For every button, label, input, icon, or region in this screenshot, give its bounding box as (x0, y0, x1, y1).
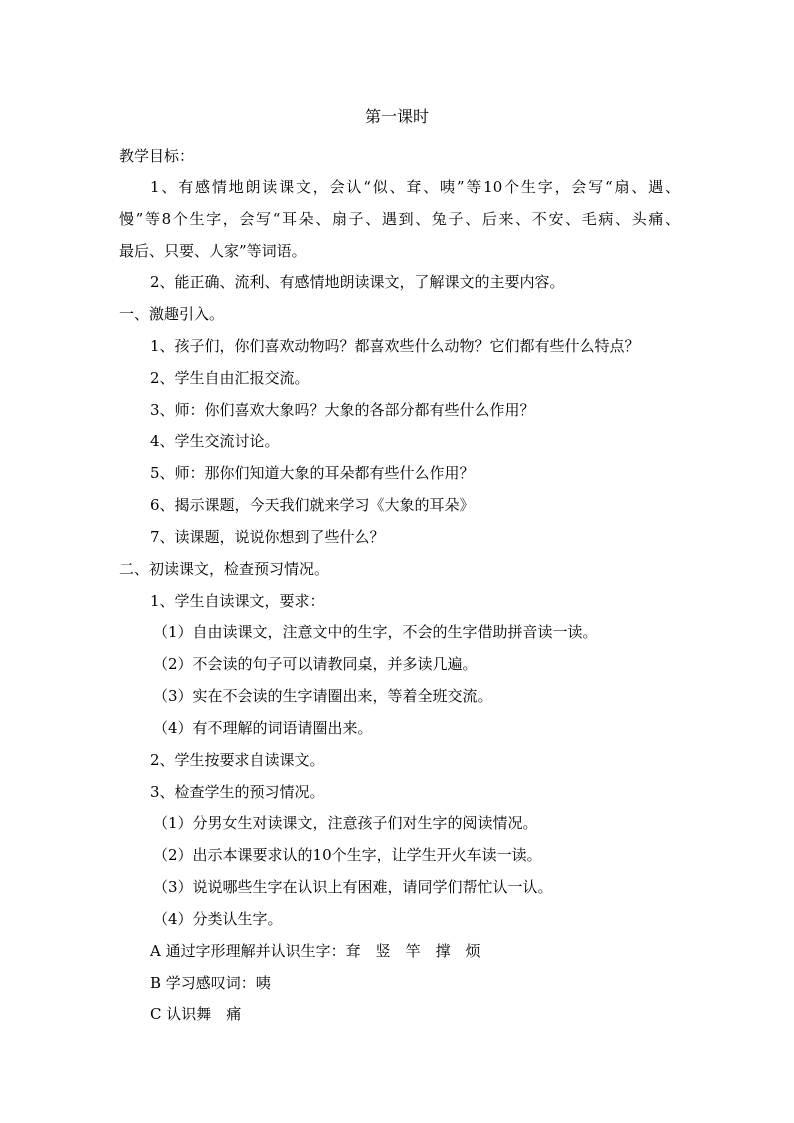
objective-1-line-2: 慢”等8个生字，会写“耳朵、扇子、遇到、兔子、后来、不安、毛病、头痛、 (119, 210, 680, 228)
section-2-item-1: 1、学生自读课文，要求： (150, 592, 325, 610)
section-1-item-5: 5、师：那你们知道大象的耳朵都有些什么作用？ (150, 464, 475, 482)
page-title: 第一课时 (364, 107, 429, 126)
section-1-item-1: 1、孩子们，你们喜欢动物吗？都喜欢些什么动物？它们都有些什么特点？ (150, 337, 640, 355)
section-2-item-1-sub-2: （2）不会读的句子可以请教同桌，并多读几遍。 (153, 655, 478, 673)
section-2-item-2: 2、学生按要求自读课文。 (150, 751, 325, 769)
section-2-item-3-sub-1: （1）分男女生对读课文，注意孩子们对生字的阅读情况。 (153, 814, 538, 832)
section-2-item-1-sub-4: （4）有不理解的词语请圈出来。 (153, 719, 373, 737)
section-2-item-1-sub-3: （3）实在不会读的生字请圈出来，等着全班交流。 (153, 687, 493, 705)
category-a: A 通过字形理解并认识生字：耷 竖 竿 撑 烦 (150, 942, 481, 960)
section-2-item-3-sub-3: （3）说说哪些生字在认识上有困难，请同学们帮忙认一认。 (153, 878, 553, 896)
section-1-item-7: 7、读课题，说说你想到了些什么？ (150, 528, 385, 546)
section-2-item-3-sub-4: （4）分类认生字。 (153, 910, 283, 928)
section-1-item-2: 2、学生自由汇报交流。 (150, 369, 310, 387)
objective-2: 2、能正确、流利、有感情地朗读课文，了解课文的主要内容。 (150, 273, 565, 291)
section-2-item-1-sub-1: （1）自由读课文，注意文中的生字，不会的生字借助拼音读一读。 (153, 623, 598, 641)
section-2-item-3: 3、检查学生的预习情况。 (150, 783, 325, 801)
section-1-item-6: 6、揭示课题，今天我们就来学习《大象的耳朵》 (150, 496, 475, 514)
category-b: B 学习感叹词：咦 (150, 974, 271, 992)
section-2-heading: 二、初读课文，检查预习情况。 (119, 560, 330, 578)
section-1-item-4: 4、学生交流讨论。 (150, 432, 280, 450)
category-c: C 认识舞 痛 (150, 1005, 242, 1023)
section-1-heading: 一、激趣引入。 (119, 305, 225, 323)
objectives-heading: 教学目标： (119, 147, 195, 165)
section-1-item-3: 3、师：你们喜欢大象吗？大象的各部分都有些什么作用？ (150, 401, 535, 419)
objective-1-line-3: 最后、只要、人家”等词语。 (119, 242, 307, 260)
section-2-item-3-sub-2: （2）出示本课要求认的10个生字，让学生开火车读一读。 (153, 846, 542, 864)
objective-1-line-1: 1、有感情地朗读课文，会认“似、耷、咦”等10个生字，会写“扇、遇、 (150, 178, 680, 196)
